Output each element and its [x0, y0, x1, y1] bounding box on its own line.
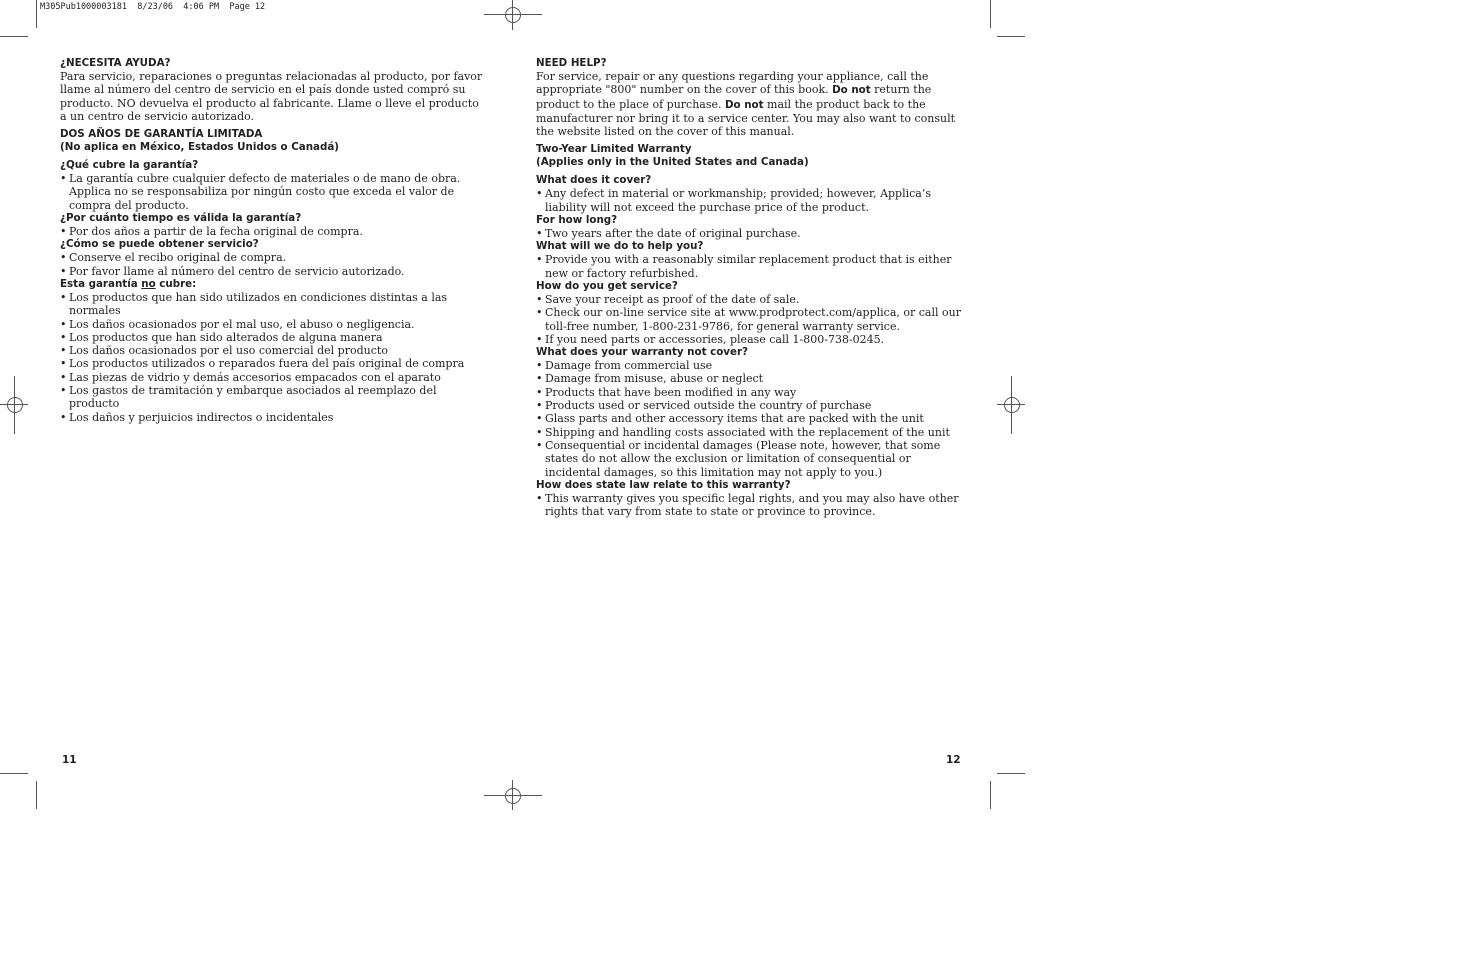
- list-item: • Check our on-line service site at www.prodprotect.com/applica, or call our toll-free number, 1-800-231-9786, for general warranty service.: [536, 306, 968, 333]
- list-item: • Two years after the date of original purchase.: [536, 227, 968, 240]
- question-heading: ¿Qué cubre la garantía?: [60, 159, 199, 172]
- crop-mark: [990, 0, 991, 28]
- need-help-text: For service, repair or any questions regarding your appliance, call the appropriate "800" number on the cover of this book. Do not return the product to the place of purchase. Do not mail the product back to the manufacturer nor bring it to a service center. You may also want to consult the website listed on the cover of this manual.: [536, 70, 956, 139]
- registration-target-icon: [505, 7, 521, 23]
- english-column: [536, 57, 968, 518]
- list-item: • Any defect in material or workmanship; provided; however, Applica’s liability will not exceed the purchase price of the product.: [536, 187, 968, 214]
- registration-target-icon: [1004, 397, 1020, 413]
- crop-mark: [36, 781, 37, 809]
- question-heading: What will we do to help you?: [536, 240, 704, 253]
- list-item: • Por favor llame al número del centro de servicio autorizado.: [60, 265, 488, 278]
- warranty-subheading: (No aplica en México, Estados Unidos o Canadá): [60, 141, 340, 154]
- list-item: • Los productos utilizados o reparados fuera del país original de compra: [60, 357, 488, 370]
- list-item: • Products used or serviced outside the country of purchase: [536, 399, 968, 412]
- list-item: • Damage from commercial use: [536, 359, 968, 372]
- list-item: • Los productos que han sido alterados de alguna manera: [60, 331, 488, 344]
- list-item: • La garantía cubre cualquier defecto de materiales o de mano de obra. Applica no se responsabiliza por ningún costo que exceda el valor de compra del producto.: [60, 172, 488, 212]
- spanish-column: [60, 57, 488, 424]
- crop-mark: [990, 781, 991, 809]
- crop-mark: [997, 773, 1025, 774]
- question-heading: How does state law relate to this warranty?: [536, 478, 791, 491]
- crop-mark: [0, 36, 28, 37]
- list-item: • Por dos años a partir de la fecha original de compra.: [60, 225, 488, 238]
- question-heading: ¿Cómo se puede obtener servicio?: [60, 238, 259, 251]
- list-item: • Conserve el recibo original de compra.: [60, 251, 488, 264]
- question-heading: What does it cover?: [536, 174, 652, 187]
- list-item: • Los daños ocasionados por el uso comercial del producto: [60, 344, 488, 357]
- crop-mark: [997, 36, 1025, 37]
- page-number: 12: [946, 754, 961, 766]
- warranty-subheading: (Applies only in the United States and Canada): [536, 156, 809, 169]
- crop-mark: [36, 0, 37, 28]
- list-item: • If you need parts or accessories, please call 1-800-738-0245.: [536, 333, 968, 346]
- list-item: • Save your receipt as proof of the date of sale.: [536, 293, 968, 306]
- question-heading: How do you get service?: [536, 279, 678, 292]
- question-heading: ¿Por cuánto tiempo es válida la garantía?: [60, 212, 302, 225]
- list-item: • Shipping and handling costs associated with the replacement of the unit: [536, 426, 968, 439]
- list-item: • Damage from misuse, abuse or neglect: [536, 372, 968, 385]
- registration-target-icon: [505, 788, 521, 804]
- print-slug: M305Pub1000003181 8/23/06 4:06 PM Page 12: [40, 2, 266, 12]
- crop-mark: [0, 773, 28, 774]
- list-item: • Los productos que han sido utilizados en condiciones distintas a las normales: [60, 291, 488, 318]
- list-item: • Provide you with a reasonably similar replacement product that is either new or factory refurbished.: [536, 253, 968, 280]
- list-item: • This warranty gives you specific legal rights, and you may also have other rights that vary from state to state or province to province.: [536, 492, 968, 519]
- warranty-heading: Two-Year Limited Warranty: [536, 143, 692, 156]
- need-help-heading: NEED HELP?: [536, 57, 607, 69]
- list-item: • Consequential or incidental damages (Please note, however, that some states do not allow the exclusion or limitation of consequential or incidental damages, so this limitation may not apply to you.): [536, 439, 968, 479]
- need-help-heading: ¿NECESITA AYUDA?: [60, 57, 171, 69]
- list-item: • Glass parts and other accessory items that are packed with the unit: [536, 412, 968, 425]
- list-item: • Las piezas de vidrio y demás accesorios empacados con el aparato: [60, 371, 488, 384]
- page-number: 11: [62, 754, 77, 766]
- question-heading: Esta garantía no cubre:: [60, 277, 197, 290]
- need-help-text: Para servicio, reparaciones o preguntas relacionadas al producto, por favor llame al número del centro de servicio en el país donde usted compró su producto. NO devuelva el producto al fabricante. Llame o lleve el producto a un centro de servicio autorizado.: [60, 70, 483, 123]
- warranty-heading: DOS AÑOS DE GARANTÍA LIMITADA: [60, 128, 263, 141]
- registration-target-icon: [7, 397, 23, 413]
- question-heading: What does your warranty not cover?: [536, 346, 749, 359]
- list-item: • Los gastos de tramitación y embarque asociados al reemplazo del producto: [60, 384, 488, 411]
- list-item: • Los daños ocasionados por el mal uso, el abuso o negligencia.: [60, 318, 488, 331]
- question-heading: For how long?: [536, 214, 618, 227]
- list-item: • Los daños y perjuicios indirectos o incidentales: [60, 411, 488, 424]
- list-item: • Products that have been modified in any way: [536, 386, 968, 399]
